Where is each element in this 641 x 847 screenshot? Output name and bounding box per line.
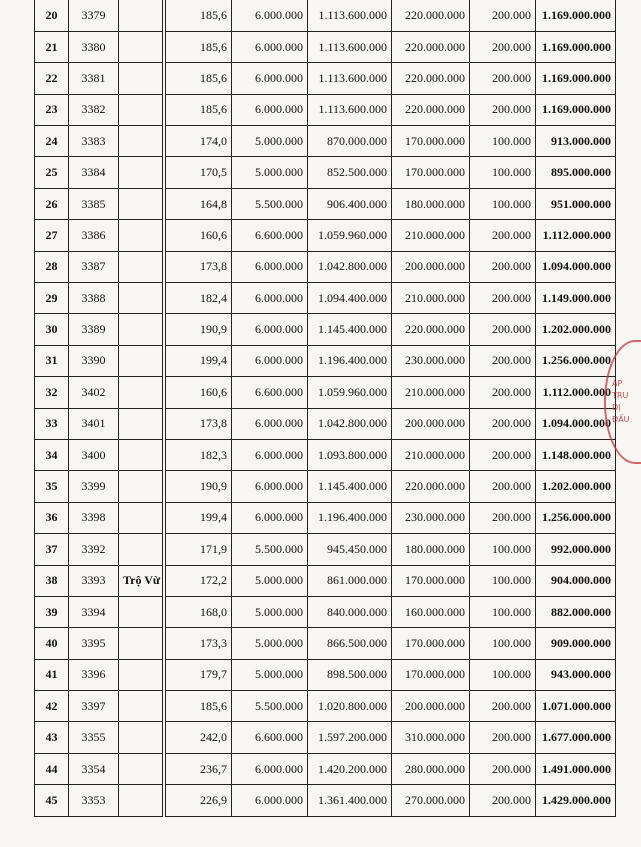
unit-price: 6.000.000 — [232, 439, 308, 470]
stamp-line: ÁP — [612, 379, 623, 388]
group-label-cell — [119, 220, 163, 251]
row-number: 26 — [35, 188, 69, 219]
fee: 200.000 — [470, 691, 536, 722]
group-label-cell — [119, 785, 163, 816]
total-value: 909.000.000 — [536, 628, 616, 659]
unit-price: 6.000.000 — [232, 251, 308, 282]
plot-value: 898.500.000 — [308, 659, 392, 690]
table-row — [35, 628, 616, 659]
row-number: 22 — [35, 63, 69, 94]
table-row — [35, 0, 616, 31]
deposit: 170.000.000 — [392, 157, 470, 188]
deposit: 310.000.000 — [392, 722, 470, 753]
plot-area: 199,4 — [166, 502, 232, 533]
group-label-cell — [119, 314, 163, 345]
plot-code: 3390 — [69, 345, 119, 376]
plot-code: 3394 — [69, 596, 119, 627]
row-number: 30 — [35, 314, 69, 345]
plot-area: 160,6 — [166, 220, 232, 251]
plot-value: 840.000.000 — [308, 596, 392, 627]
total-value: 1.112.000.000 — [536, 377, 616, 408]
plot-value: 1.020.800.000 — [308, 691, 392, 722]
plot-code: 3401 — [69, 408, 119, 439]
plot-area: 242,0 — [166, 722, 232, 753]
plot-value: 945.450.000 — [308, 534, 392, 565]
row-number: 36 — [35, 502, 69, 533]
plot-area: 185,6 — [166, 63, 232, 94]
unit-price: 5.500.000 — [232, 691, 308, 722]
deposit: 210.000.000 — [392, 283, 470, 314]
row-number: 44 — [35, 753, 69, 784]
unit-price: 6.000.000 — [232, 0, 308, 31]
row-number: 23 — [35, 94, 69, 125]
group-label-cell — [119, 534, 163, 565]
deposit: 210.000.000 — [392, 377, 470, 408]
plot-code: 3354 — [69, 753, 119, 784]
unit-price: 6.000.000 — [232, 471, 308, 502]
group-label-cell — [119, 126, 163, 157]
row-number: 21 — [35, 31, 69, 62]
row-number: 34 — [35, 439, 69, 470]
table-row — [35, 596, 616, 627]
plot-code: 3383 — [69, 126, 119, 157]
total-value: 1.429.000.000 — [536, 785, 616, 816]
plot-value: 1.113.600.000 — [308, 0, 392, 31]
deposit: 170.000.000 — [392, 659, 470, 690]
table-row — [35, 314, 616, 345]
table-row — [35, 439, 616, 470]
group-label-cell — [119, 471, 163, 502]
deposit: 170.000.000 — [392, 565, 470, 596]
plot-value: 1.361.400.000 — [308, 785, 392, 816]
plot-code: 3398 — [69, 502, 119, 533]
plot-value: 861.000.000 — [308, 565, 392, 596]
deposit: 220.000.000 — [392, 94, 470, 125]
plot-area: 171,9 — [166, 534, 232, 565]
table-row — [35, 188, 616, 219]
unit-price: 6.000.000 — [232, 314, 308, 345]
plot-code: 3385 — [69, 188, 119, 219]
unit-price: 5.000.000 — [232, 565, 308, 596]
deposit: 210.000.000 — [392, 439, 470, 470]
row-number: 39 — [35, 596, 69, 627]
plot-area: 182,3 — [166, 439, 232, 470]
group-label-cell — [119, 94, 163, 125]
unit-price: 6.600.000 — [232, 722, 308, 753]
fee: 200.000 — [470, 377, 536, 408]
plot-area: 199,4 — [166, 345, 232, 376]
plot-value: 1.093.800.000 — [308, 439, 392, 470]
deposit: 270.000.000 — [392, 785, 470, 816]
table-row — [35, 753, 616, 784]
plot-value: 1.145.400.000 — [308, 471, 392, 502]
table-row — [35, 251, 616, 282]
fee: 100.000 — [470, 628, 536, 659]
plot-area: 236,7 — [166, 753, 232, 784]
total-value: 1.677.000.000 — [536, 722, 616, 753]
plot-value: 1.094.400.000 — [308, 283, 392, 314]
group-label-cell — [119, 408, 163, 439]
plot-value: 870.000.000 — [308, 126, 392, 157]
table-row — [35, 691, 616, 722]
row-number: 45 — [35, 785, 69, 816]
plot-code: 3395 — [69, 628, 119, 659]
total-value: 1.256.000.000 — [536, 502, 616, 533]
row-number: 27 — [35, 220, 69, 251]
table-row — [35, 157, 616, 188]
plot-value: 1.196.400.000 — [308, 502, 392, 533]
plot-area: 185,6 — [166, 691, 232, 722]
unit-price: 5.000.000 — [232, 126, 308, 157]
deposit: 170.000.000 — [392, 126, 470, 157]
fee: 200.000 — [470, 408, 536, 439]
unit-price: 6.000.000 — [232, 785, 308, 816]
table-row — [35, 659, 616, 690]
deposit: 220.000.000 — [392, 314, 470, 345]
plot-value: 1.042.800.000 — [308, 408, 392, 439]
table-row — [35, 785, 616, 816]
fee: 200.000 — [470, 471, 536, 502]
fee: 200.000 — [470, 785, 536, 816]
table-row — [35, 408, 616, 439]
plot-area: 185,6 — [166, 0, 232, 31]
fee: 200.000 — [470, 94, 536, 125]
group-label-cell — [119, 31, 163, 62]
deposit: 230.000.000 — [392, 345, 470, 376]
unit-price: 6.000.000 — [232, 502, 308, 533]
stamp-text — [612, 378, 630, 426]
unit-price: 6.000.000 — [232, 63, 308, 94]
stamp-line: ĐẤU — [612, 415, 630, 424]
total-value: 1.169.000.000 — [536, 31, 616, 62]
plot-code: 3382 — [69, 94, 119, 125]
group-label-cell — [119, 251, 163, 282]
table-row — [35, 220, 616, 251]
total-value: 1.169.000.000 — [536, 63, 616, 94]
fee: 200.000 — [470, 31, 536, 62]
row-number: 31 — [35, 345, 69, 376]
fee: 200.000 — [470, 220, 536, 251]
plot-area: 173,3 — [166, 628, 232, 659]
plot-value: 866.500.000 — [308, 628, 392, 659]
plot-area: 226,9 — [166, 785, 232, 816]
group-label-cell — [119, 691, 163, 722]
total-value: 913.000.000 — [536, 126, 616, 157]
deposit: 220.000.000 — [392, 471, 470, 502]
row-number: 29 — [35, 283, 69, 314]
group-label-cell — [119, 628, 163, 659]
group-label-cell — [119, 188, 163, 219]
plot-code: 3400 — [69, 439, 119, 470]
plot-value: 1.059.960.000 — [308, 220, 392, 251]
deposit: 170.000.000 — [392, 628, 470, 659]
total-value: 1.094.000.000 — [536, 251, 616, 282]
unit-price: 6.000.000 — [232, 345, 308, 376]
fee: 100.000 — [470, 534, 536, 565]
group-label-cell — [119, 659, 163, 690]
fee: 100.000 — [470, 126, 536, 157]
unit-price: 6.000.000 — [232, 408, 308, 439]
plot-code: 3386 — [69, 220, 119, 251]
plot-code: 3353 — [69, 785, 119, 816]
plot-area: 160,6 — [166, 377, 232, 408]
group-label-cell — [119, 283, 163, 314]
table-row — [35, 471, 616, 502]
deposit: 200.000.000 — [392, 691, 470, 722]
deposit: 200.000.000 — [392, 408, 470, 439]
group-label-cell — [119, 439, 163, 470]
stamp-line: TRU — [612, 391, 629, 400]
row-number: 24 — [35, 126, 69, 157]
total-value: 1.169.000.000 — [536, 94, 616, 125]
plot-code: 3379 — [69, 0, 119, 31]
total-value: 1.202.000.000 — [536, 471, 616, 502]
unit-price: 5.000.000 — [232, 659, 308, 690]
total-value: 1.148.000.000 — [536, 439, 616, 470]
plot-code: 3402 — [69, 377, 119, 408]
group-label-cell — [119, 722, 163, 753]
row-number: 38 — [35, 565, 69, 596]
plot-area: 182,4 — [166, 283, 232, 314]
plot-code: 3396 — [69, 659, 119, 690]
plot-area: 190,9 — [166, 314, 232, 345]
fee: 200.000 — [470, 439, 536, 470]
plot-code: 3388 — [69, 283, 119, 314]
row-number: 37 — [35, 534, 69, 565]
plot-value: 852.500.000 — [308, 157, 392, 188]
fee: 100.000 — [470, 565, 536, 596]
plot-area: 173,8 — [166, 408, 232, 439]
table-row — [35, 502, 616, 533]
land-plot-table — [34, 0, 616, 817]
plot-area: 173,8 — [166, 251, 232, 282]
plot-area: 190,9 — [166, 471, 232, 502]
table-row — [35, 283, 616, 314]
plot-area: 168,0 — [166, 596, 232, 627]
total-value: 951.000.000 — [536, 188, 616, 219]
table-row — [35, 94, 616, 125]
deposit: 200.000.000 — [392, 251, 470, 282]
total-value: 1.112.000.000 — [536, 220, 616, 251]
row-number: 20 — [35, 0, 69, 31]
table-body — [35, 0, 616, 816]
table-row — [35, 565, 616, 596]
plot-code: 3384 — [69, 157, 119, 188]
unit-price: 5.000.000 — [232, 157, 308, 188]
plot-code: 3393 — [69, 565, 119, 596]
unit-price: 6.000.000 — [232, 94, 308, 125]
plot-value: 1.420.200.000 — [308, 753, 392, 784]
table-row — [35, 534, 616, 565]
fee: 200.000 — [470, 0, 536, 31]
plot-value: 1.059.960.000 — [308, 377, 392, 408]
unit-price: 6.000.000 — [232, 283, 308, 314]
table-row — [35, 722, 616, 753]
row-number: 25 — [35, 157, 69, 188]
row-number: 28 — [35, 251, 69, 282]
row-number: 35 — [35, 471, 69, 502]
table-row — [35, 63, 616, 94]
group-label-cell — [119, 157, 163, 188]
total-value: 904.000.000 — [536, 565, 616, 596]
total-value: 1.149.000.000 — [536, 283, 616, 314]
row-number: 41 — [35, 659, 69, 690]
fee: 200.000 — [470, 251, 536, 282]
fee: 100.000 — [470, 659, 536, 690]
plot-code: 3380 — [69, 31, 119, 62]
deposit: 180.000.000 — [392, 534, 470, 565]
fee: 100.000 — [470, 596, 536, 627]
total-value: 1.491.000.000 — [536, 753, 616, 784]
stamp-line: DỊ — [612, 403, 621, 412]
plot-code: 3387 — [69, 251, 119, 282]
total-value: 1.169.000.000 — [536, 0, 616, 31]
plot-area: 185,6 — [166, 94, 232, 125]
group-label-cell — [119, 753, 163, 784]
table-row — [35, 377, 616, 408]
unit-price: 6.600.000 — [232, 220, 308, 251]
total-value: 895.000.000 — [536, 157, 616, 188]
plot-value: 1.113.600.000 — [308, 63, 392, 94]
total-value: 943.000.000 — [536, 659, 616, 690]
group-label-cell — [119, 63, 163, 94]
total-value: 1.094.000.000 — [536, 408, 616, 439]
fee: 200.000 — [470, 502, 536, 533]
fee: 200.000 — [470, 345, 536, 376]
plot-value: 1.145.400.000 — [308, 314, 392, 345]
row-number: 43 — [35, 722, 69, 753]
unit-price: 6.600.000 — [232, 377, 308, 408]
group-label-cell — [119, 377, 163, 408]
unit-price: 5.000.000 — [232, 628, 308, 659]
deposit: 180.000.000 — [392, 188, 470, 219]
plot-area: 185,6 — [166, 31, 232, 62]
plot-area: 164,8 — [166, 188, 232, 219]
plot-value: 906.400.000 — [308, 188, 392, 219]
fee: 100.000 — [470, 157, 536, 188]
row-number: 33 — [35, 408, 69, 439]
unit-price: 5.000.000 — [232, 596, 308, 627]
fee: 200.000 — [470, 722, 536, 753]
fee: 100.000 — [470, 188, 536, 219]
plot-code: 3355 — [69, 722, 119, 753]
plot-area: 179,7 — [166, 659, 232, 690]
total-value: 1.256.000.000 — [536, 345, 616, 376]
row-number: 32 — [35, 377, 69, 408]
deposit: 220.000.000 — [392, 63, 470, 94]
fee: 200.000 — [470, 283, 536, 314]
deposit: 210.000.000 — [392, 220, 470, 251]
plot-code: 3389 — [69, 314, 119, 345]
plot-value: 1.196.400.000 — [308, 345, 392, 376]
plot-value: 1.597.200.000 — [308, 722, 392, 753]
deposit: 220.000.000 — [392, 31, 470, 62]
deposit: 160.000.000 — [392, 596, 470, 627]
total-value: 992.000.000 — [536, 534, 616, 565]
group-label: Trộ Vừ — [119, 565, 163, 596]
plot-value: 1.113.600.000 — [308, 94, 392, 125]
table-row — [35, 31, 616, 62]
plot-value: 1.042.800.000 — [308, 251, 392, 282]
table-row — [35, 345, 616, 376]
table-row — [35, 126, 616, 157]
group-label-cell — [119, 0, 163, 31]
total-value: 1.071.000.000 — [536, 691, 616, 722]
plot-area: 174,0 — [166, 126, 232, 157]
row-number: 42 — [35, 691, 69, 722]
fee: 200.000 — [470, 63, 536, 94]
total-value: 882.000.000 — [536, 596, 616, 627]
plot-code: 3392 — [69, 534, 119, 565]
group-label-cell — [119, 502, 163, 533]
deposit: 280.000.000 — [392, 753, 470, 784]
plot-code: 3399 — [69, 471, 119, 502]
plot-area: 170,5 — [166, 157, 232, 188]
unit-price: 6.000.000 — [232, 753, 308, 784]
unit-price: 5.500.000 — [232, 534, 308, 565]
deposit: 220.000.000 — [392, 0, 470, 31]
fee: 200.000 — [470, 753, 536, 784]
unit-price: 6.000.000 — [232, 31, 308, 62]
plot-value: 1.113.600.000 — [308, 31, 392, 62]
unit-price: 5.500.000 — [232, 188, 308, 219]
plot-code: 3381 — [69, 63, 119, 94]
group-label-cell — [119, 345, 163, 376]
deposit: 230.000.000 — [392, 502, 470, 533]
plot-area: 172,2 — [166, 565, 232, 596]
total-value: 1.202.000.000 — [536, 314, 616, 345]
row-number: 40 — [35, 628, 69, 659]
group-label-cell — [119, 596, 163, 627]
fee: 200.000 — [470, 314, 536, 345]
plot-code: 3397 — [69, 691, 119, 722]
